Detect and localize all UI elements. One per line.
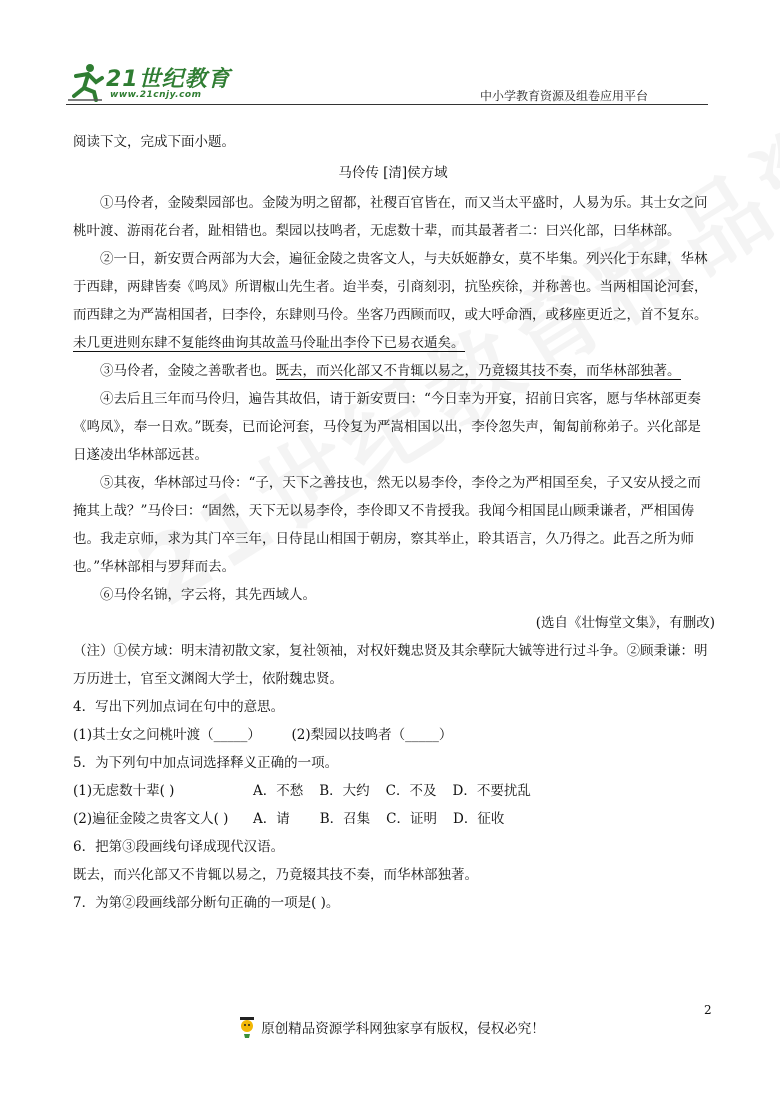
page-header xyxy=(66,60,708,106)
footer-copyright: 原创精品资源学科网独家享有版权，侵权必究！ xyxy=(261,1021,545,1037)
option-a: A．不愁 xyxy=(253,783,304,799)
option-b: B．大约 xyxy=(319,783,370,799)
intro-line: 阅读下文，完成下面小题。 xyxy=(73,134,235,150)
passage-title: 马伶传 [清]侯方域 xyxy=(338,165,448,181)
question-5-row-1-prompt: (1)无虑数十辈( ) xyxy=(73,783,175,799)
scholar-mascot-icon xyxy=(235,1015,259,1039)
source-note: (选自《壮悔堂文集》，有删改) xyxy=(535,615,715,631)
option-c: C．不及 xyxy=(385,783,437,799)
logo-url: www.21cnjy.com xyxy=(110,90,202,100)
paragraph-4: ④去后且三年而马伶归，遍告其故侣，请于新安贾曰：“今日幸为开宴，招前日宾客，愿与华林部更奏《鸣凤》，奉一日欢。”既奏，已而论河套，马伶复为严嵩相国以出，李伶忽失声，匍匐前称弟子。兴化部是日遂凌出华林部远甚。 xyxy=(73,391,701,463)
question-4-item-2: (2)梨园以技鸣者（_____） xyxy=(291,727,453,743)
page-number: 2 xyxy=(704,1003,712,1017)
option-a: A．请 xyxy=(253,811,290,827)
page-footer xyxy=(0,1015,780,1043)
header-platform-text: 中小学教育资源及组卷应用平台 xyxy=(479,89,648,103)
option-c: C．证明 xyxy=(386,811,438,827)
question-4-items xyxy=(73,721,713,749)
question-6-stem: 6．把第③段画线句译成现代汉语。 xyxy=(73,839,285,855)
logo xyxy=(66,60,236,104)
paragraph-6: ⑥马伶名锦，字云将，其先西域人。 xyxy=(100,587,316,603)
question-6-text: 既去，而兴化部又不肯辄以易之，乃竟辍其技不奏，而华林部独著。 xyxy=(73,867,478,883)
paragraph-2-text: ②一日，新安贾合两部为大会，遍征金陵之贵客文人，与夫妖姬静女，莫不毕集。列兴化于东肆，华林于西肆，两肆皆奏《鸣凤》所谓椒山先生者。迨半奏，引商刻羽，抗坠疾徐，并称善也。当两相国论河套，而西肆之为严嵩相国者，曰李伶，东肆则马伶。坐客乃西顾而叹，或大呼命酒，或移座更近之，首不复东。 xyxy=(73,251,708,323)
header-divider xyxy=(66,104,708,105)
question-5-stem: 5．为下列句中加点词选择释义正确的一项。 xyxy=(73,755,339,771)
paragraph-2-underlined: 未几更进则东肆不复能终曲询其故盖马伶耻出李伶下已易衣遁矣。 xyxy=(73,335,465,351)
option-d: D．不要扰乱 xyxy=(452,783,531,799)
question-4-item-1: (1)其士女之问桃叶渡（_____） xyxy=(73,727,261,743)
paragraph-3-text: ③马伶者，金陵之善歌者也。 xyxy=(100,363,276,379)
option-d: D．征收 xyxy=(453,811,505,827)
question-7-stem: 7．为第②段画线部分断句正确的一项是( )。 xyxy=(73,895,340,911)
paragraph-3 xyxy=(73,357,713,385)
document-body xyxy=(73,128,713,917)
logo-text: 21世纪教育 xyxy=(106,67,231,92)
question-4-stem: 4．写出下列加点词在句中的意思。 xyxy=(73,699,285,715)
paragraph-3-underlined: 既去，而兴化部又不肯辄以易之，乃竟辍其技不奏，而华林部独著。 xyxy=(275,363,681,379)
paragraph-2 xyxy=(73,245,713,357)
paragraph-5: ⑤其夜，华林部过马伶：“子，天下之善技也，然无以易李伶，李伶之为严相国至矣，子又安从授之而掩其上哉？”马伶曰：“固然，天下无以易李伶，李伶即又不肯授我。我闻今相国昆山顾秉谦者，严相国俦也。我走京师，求为其门卒三年，日侍昆山相国于朝房，察其举止，聆其语言，久乃得之。此吾之所为师也。”华林部相与罗拜而去。 xyxy=(73,475,701,575)
question-5-row-2-prompt: (2)遍征金陵之贵客文人( ) xyxy=(73,811,229,827)
paragraph-1: ①马伶者，金陵梨园部也。金陵为明之留都，社稷百官皆在，而又当太平盛时，人易为乐。其士女之问桃叶渡、游雨花台者，趾相错也。梨园以技鸣者，无虑数十辈，而其最著者二：曰兴化部，曰华林部。 xyxy=(73,195,708,239)
annotation-note: （注）①侯方域：明末清初散文家，复社领袖，对权奸魏忠贤及其余孽阮大铖等进行过斗争。②顾秉谦：明万历进士，官至文渊阁大学士，依附魏忠贤。 xyxy=(73,643,708,687)
question-5-row-2 xyxy=(73,805,713,833)
question-5-row-1 xyxy=(73,777,713,805)
runner-icon xyxy=(66,62,106,102)
option-b: B．召集 xyxy=(319,811,371,827)
